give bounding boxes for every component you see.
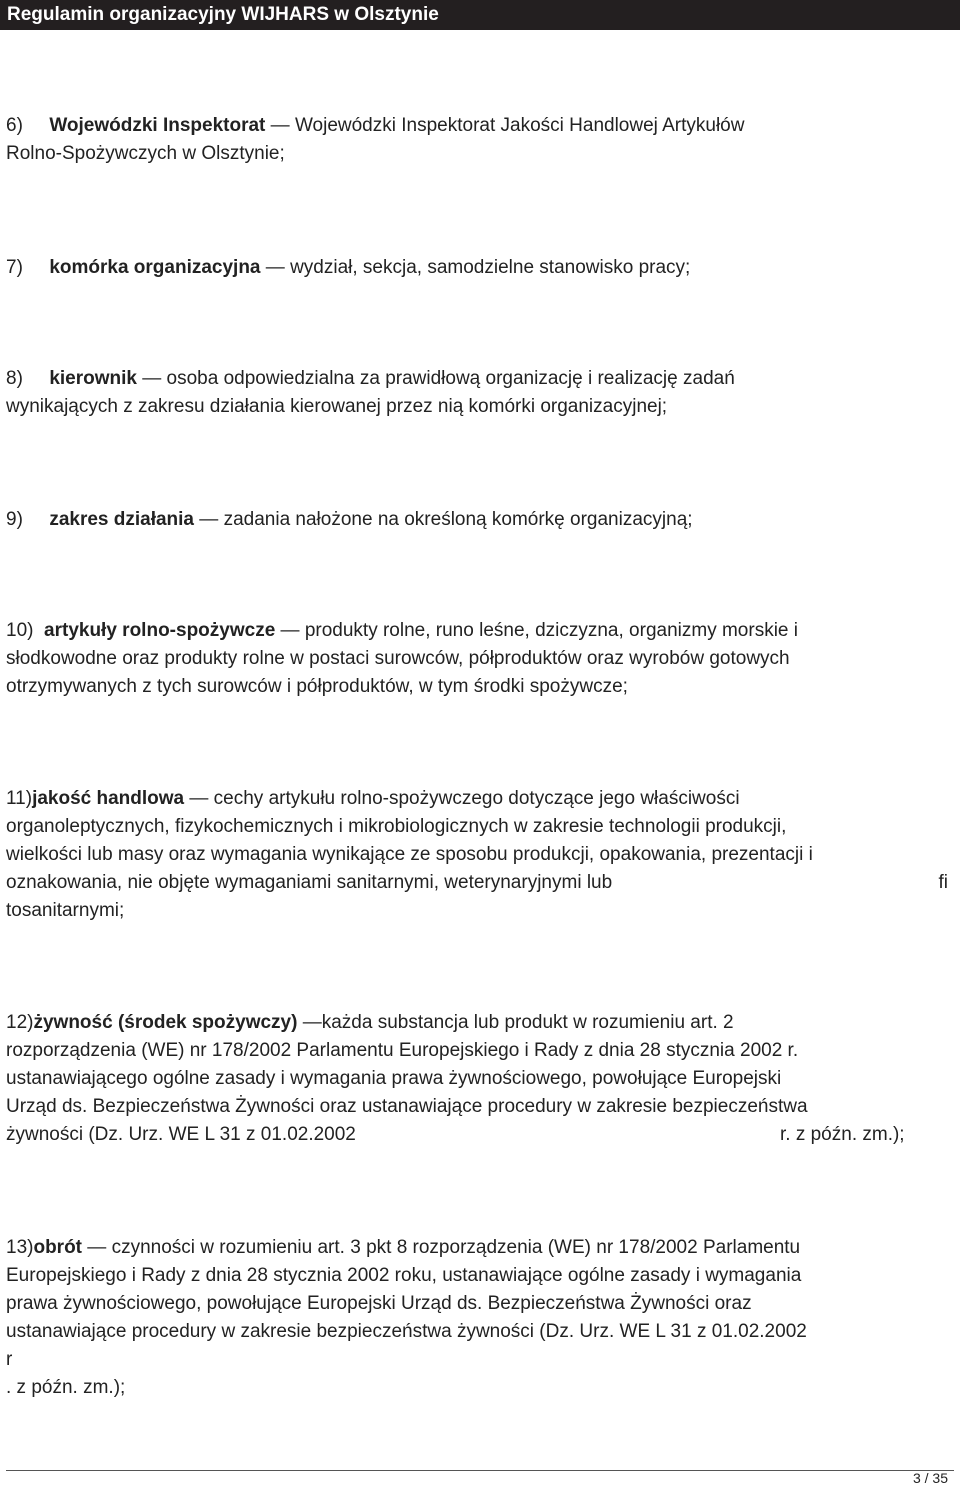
- definition-text: każda substancja lub produkt w rozumieniu art. 2: [321, 1012, 734, 1033]
- em-dash: —: [87, 1237, 107, 1258]
- definition-line: otrzymywanych z tych surowców i półproduktów, w tym środki spożywcze;: [6, 676, 628, 697]
- definition-11: [6, 785, 956, 925]
- em-dash: —: [189, 788, 209, 809]
- definition-text: fi: [938, 872, 948, 893]
- definition-text: zadania nałożone na określoną komórkę organizacyjną;: [223, 509, 693, 530]
- header-bar: [0, 0, 960, 30]
- em-dash: —: [270, 115, 290, 136]
- definition-line: ustanawiające procedury w zakresie bezpieczeństwa żywności (Dz. Urz. WE L 31 z 01.02.2002: [6, 1321, 807, 1342]
- definition-6: [6, 112, 956, 168]
- em-dash: —: [280, 620, 300, 641]
- definition-text: czynności w rozumieniu art. 3 pkt 8 rozporządzenia (WE) nr 178/2002 Parlamentu: [111, 1237, 801, 1258]
- definition-line: [6, 869, 956, 897]
- definition-line: ustanawiającego ogólne zasady i wymagania prawa żywnościowego, powołujące Europejski: [6, 1068, 782, 1089]
- definition-text: oznakowania, nie objęte wymaganiami sanitarnymi, weterynaryjnymi lub: [6, 872, 613, 893]
- em-dash: —: [302, 1012, 322, 1033]
- definition-text: r. z późn. zm.);: [780, 1124, 905, 1145]
- defined-term: jakość handlowa: [32, 788, 185, 809]
- item-number: 13): [6, 1237, 34, 1258]
- defined-term: kierownik: [49, 368, 137, 389]
- definition-line: . z późn. zm.);: [6, 1377, 126, 1398]
- definition-text: produkty rolne, runo leśne, dziczyzna, organizmy morskie i: [304, 620, 798, 641]
- defined-term: artykuły rolno-spożywcze: [44, 620, 276, 641]
- definition-line: rozporządzenia (WE) nr 178/2002 Parlamentu Europejskiego i Rady z dnia 28 stycznia 2002 r.: [6, 1040, 799, 1061]
- definition-line: Rolno-Spożywczych w Olsztynie;: [6, 143, 285, 164]
- defined-term: komórka organizacyjna: [49, 257, 261, 278]
- definition-line: słodkowodne oraz produkty rolne w postaci surowców, półproduktów oraz wyrobów gotowych: [6, 648, 790, 669]
- defined-term: Wojewódzki Inspektorat: [49, 115, 266, 136]
- definition-text: wydział, sekcja, samodzielne stanowisko pracy;: [290, 257, 691, 278]
- em-dash: —: [199, 509, 219, 530]
- defined-term: obrót: [33, 1237, 83, 1258]
- page-number: 3 / 35: [912, 1470, 948, 1486]
- document-title: Regulamin organizacyjny WIJHARS w Olsztynie: [7, 4, 439, 25]
- definition-line: organoleptycznych, fizykochemicznych i mikrobiologicznych w zakresie technologii produkcji,: [6, 816, 787, 837]
- definition-line: wielkości lub masy oraz wymagania wynikające ze sposobu produkcji, opakowania, prezentacji i: [6, 844, 813, 865]
- item-number: 8): [6, 368, 23, 389]
- definition-line: [6, 1234, 956, 1262]
- definition-line: Europejskiego i Rady z dnia 28 stycznia 2002 roku, ustanawiające ogólne zasady i wymagania: [6, 1265, 802, 1286]
- definition-line: [6, 365, 956, 393]
- definition-line: tosanitarnymi;: [6, 900, 125, 921]
- definition-line: Urząd ds. Bezpieczeństwa Żywności oraz ustanawiające procedury w zakresie bezpieczeństwa: [6, 1096, 808, 1117]
- item-number: 9): [6, 509, 23, 530]
- footer-divider: [6, 1470, 954, 1471]
- item-number: 12): [6, 1012, 34, 1033]
- em-dash: —: [265, 257, 285, 278]
- definition-text: Wojewódzki Inspektorat Jakości Handlowej Artykułów: [294, 115, 745, 136]
- em-dash: —: [142, 368, 162, 389]
- definition-line: [6, 617, 956, 645]
- item-number: 11): [6, 788, 33, 809]
- definition-line: [6, 112, 956, 140]
- defined-term: żywność (środek spożywczy): [33, 1012, 298, 1033]
- definition-9: [6, 506, 956, 534]
- definition-line: prawa żywnościowego, powołujące Europejski Urząd ds. Bezpieczeństwa Żywności oraz: [6, 1293, 752, 1314]
- defined-term: zakres działania: [49, 509, 195, 530]
- item-number: 10): [6, 620, 34, 641]
- definition-text: żywności (Dz. Urz. WE L 31 z 01.02.2002: [6, 1124, 356, 1145]
- definition-10: [6, 617, 956, 701]
- definition-12: [6, 1009, 956, 1149]
- item-number: 6): [6, 115, 23, 136]
- definition-line: r: [6, 1349, 13, 1370]
- definition-text: cechy artykułu rolno-spożywczego dotyczące jego właściwości: [213, 788, 740, 809]
- definition-8: [6, 365, 956, 421]
- definition-line: [6, 785, 956, 813]
- definition-line: [6, 1009, 956, 1037]
- definition-line: wynikających z zakresu działania kierowanej przez nią komórki organizacyjnej;: [6, 396, 668, 417]
- definition-line: [6, 254, 956, 282]
- definition-text: osoba odpowiedzialna za prawidłową organizację i realizację zadań: [166, 368, 735, 389]
- definition-line: [6, 506, 956, 534]
- definition-line: [6, 1121, 956, 1149]
- definition-13: [6, 1234, 956, 1402]
- item-number: 7): [6, 257, 23, 278]
- definition-7: [6, 254, 956, 282]
